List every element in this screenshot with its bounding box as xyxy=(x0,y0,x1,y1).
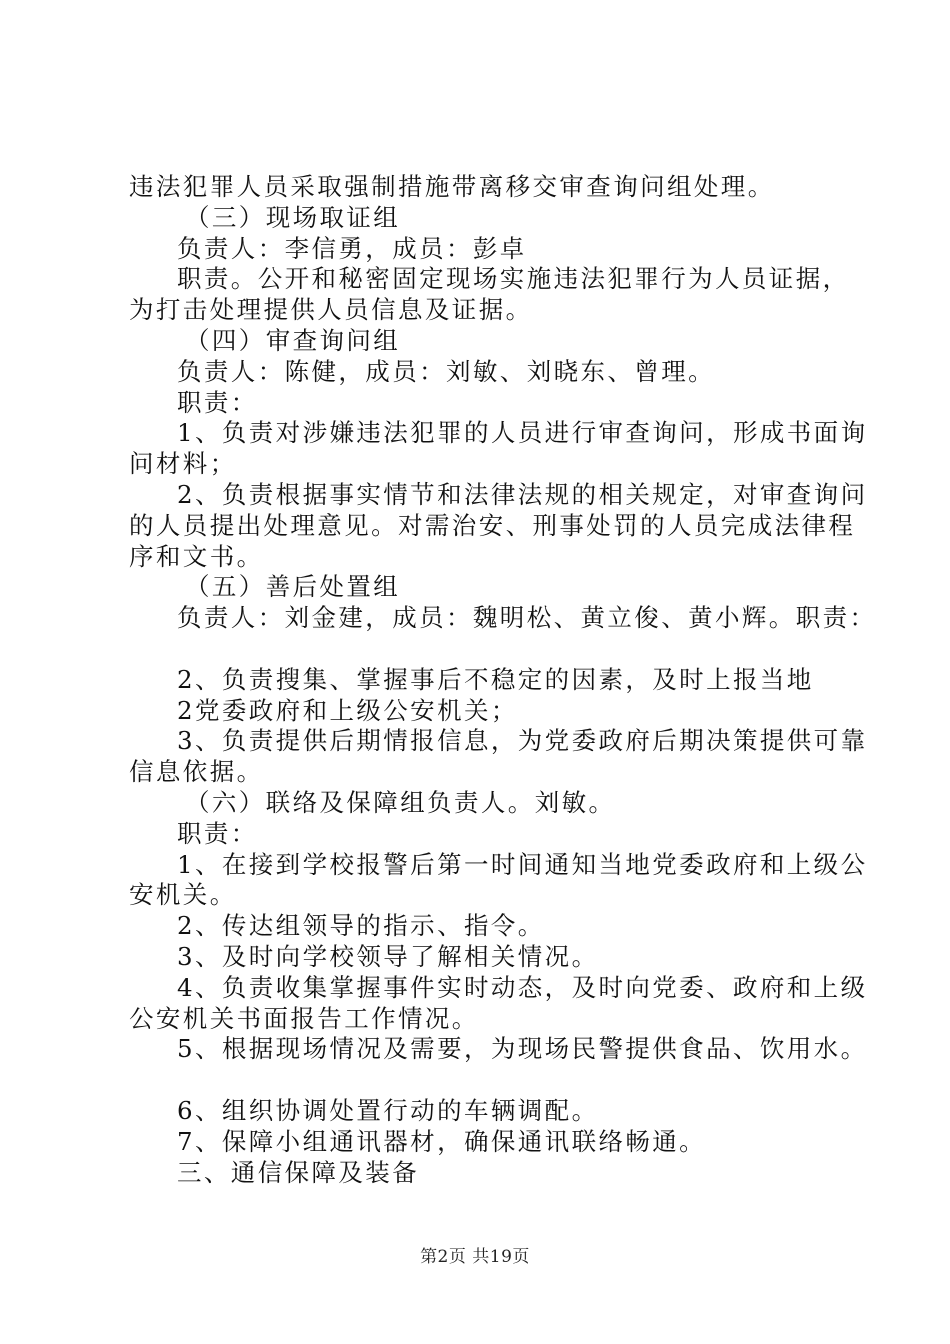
text-line: 2、负责搜集、掌握事后不稳定的因素，及时上报当地 xyxy=(177,664,814,694)
text-line: 安机关。 xyxy=(129,880,237,910)
text-line: 问材料； xyxy=(129,449,237,479)
text-line: 2党委政府和上级公安机关； xyxy=(177,695,518,725)
text-line: 2、传达组领导的指示、指令。 xyxy=(177,911,545,941)
text-line: 1、负责对涉嫌违法犯罪的人员进行审查询问，形成书面询 xyxy=(177,418,868,448)
blank-line xyxy=(129,1065,849,1096)
text-line: 负责人：刘金建，成员：魏明松、黄立俊、黄小辉。职责： xyxy=(177,603,877,633)
section-heading: （五）善后处置组 xyxy=(185,572,401,602)
blank-line xyxy=(129,634,849,665)
text-line: 信息依据。 xyxy=(129,757,264,787)
page-number-footer: 第2页 共19页 xyxy=(420,1247,530,1267)
text-line: 4、负责收集掌握事件实时动态，及时向党委、政府和上级 xyxy=(177,972,868,1002)
body-text xyxy=(129,172,877,1188)
section-heading: （四）审查询问组 xyxy=(185,325,401,355)
text-line: 2、负责根据事实情节和法律法规的相关规定，对审查询问 xyxy=(177,479,868,509)
text-line: 职责。公开和秘密固定现场实施违法犯罪行为人员证据， xyxy=(177,264,850,294)
text-line: 负责人：陈健，成员：刘敏、刘晓东、曾理。 xyxy=(177,356,715,386)
text-line: 职责： xyxy=(177,818,258,848)
text-line: 3、及时向学校领导了解相关情况。 xyxy=(177,941,599,971)
text-line: 6、组织协调处置行动的车辆调配。 xyxy=(177,1095,599,1125)
text-line: 的人员提出处理意见。对需治安、刑事处罚的人员完成法律程 xyxy=(129,510,856,540)
text-line: 3、负责提供后期情报信息，为党委政府后期决策提供可靠 xyxy=(177,726,868,756)
text-line: 职责： xyxy=(177,387,258,417)
text-line: 序和文书。 xyxy=(129,541,264,571)
section-heading: 三、通信保障及装备 xyxy=(177,1157,420,1187)
text-line: 为打击处理提供人员信息及证据。 xyxy=(129,295,533,325)
text-line: 公安机关书面报告工作情况。 xyxy=(129,1003,479,1033)
text-line: 违法犯罪人员采取强制措施带离移交审查询问组处理。 xyxy=(129,172,775,201)
text-line: 1、在接到学校报警后第一时间通知当地党委政府和上级公 xyxy=(177,849,868,879)
text-line: 负责人：李信勇，成员：彭卓 xyxy=(177,233,527,263)
section-heading: （六）联络及保障组负责人。刘敏。 xyxy=(185,787,616,817)
section-heading: （三）现场取证组 xyxy=(185,202,401,232)
text-line: 5、根据现场情况及需要，为现场民警提供食品、饮用水。 xyxy=(177,1034,868,1064)
text-line: 7、保障小组通讯器材，确保通讯联络畅通。 xyxy=(177,1126,707,1156)
